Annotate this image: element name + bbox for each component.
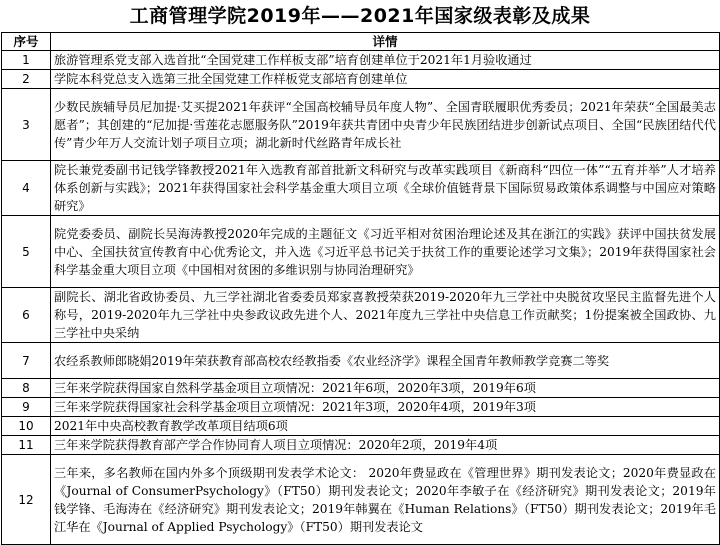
row-index: 6 [2, 288, 51, 343]
header-row [2, 33, 720, 51]
sheet-title: 工商管理学院2019年——2021年国家级表彰及成果 [129, 5, 591, 27]
table-row [2, 398, 720, 417]
table-row [2, 216, 720, 288]
table-row [2, 436, 720, 455]
table-row [2, 343, 720, 379]
spreadsheet [1, 0, 719, 545]
index-header: 序号 [2, 33, 51, 51]
row-index: 7 [2, 343, 51, 379]
table-row [2, 379, 720, 398]
table-row [2, 51, 720, 70]
row-detail: 院长兼党委副书记钱学锋教授2021年入选教育部首批新文科研究与改革实践项目《新商科“四位一体”“五育并举”人才培养体系创新与实践》；2021年获得国家社会科学基金重大项目立项《全球价值链背景下国际贸易政策体系调整与中国应对策略研究》 [51, 161, 720, 216]
row-index: 10 [2, 417, 51, 436]
row-index: 5 [2, 216, 51, 288]
row-detail: 2021年中央高校教育教学改革项目结项6项 [51, 417, 720, 436]
row-index: 11 [2, 436, 51, 455]
table-row [2, 417, 720, 436]
table-row [2, 89, 720, 161]
row-detail: 少数民族辅导员尼加提·艾买提2021年获评“全国高校辅导员年度人物”、全国青联履职优秀委员；2021年荣获“全国最美志愿者”；其创建的“尼加提·雪莲花志愿服务队”2019年获共青团中央青少年民族团结进步创新试点项目、全国“民族团结代代传”青少年万人交流计划子项目立项；湖北新时代丝路青年成长社 [51, 89, 720, 161]
row-detail: 副院长、湖北省政协委员、九三学社湖北省委委员郑家喜教授荣获2019-2020年九三学社中央脱贫攻坚民主监督先进个人称号，2019-2020年九三学社中央参政议政先进个人、2021年度九三学社中央信息工作贡献奖；1份提案被全国政协、九三学社中央采纳 [51, 288, 720, 343]
row-detail: 三年来学院获得国家社会科学基金项目立项情况：2021年3项，2020年4项，2019年3项 [51, 398, 720, 417]
row-detail: 三年来学院获得国家自然科学基金项目立项情况：2021年6项，2020年3项，2019年6项 [51, 379, 720, 398]
row-detail: 三年来，多名教师在国内外多个顶级期刊发表学术论文： 2020年费显政在《管理世界》期刊发表论文；2020年费显政在《Journal of ConsumerPsychology》（FT50）期刊发表论文；2020年李敏子在《经济研究》期刊发表论文；2019年钱学锋、毛海涛在《经济研究》期刊发表论文；2019年韩翼在《Human Relations》（FT50）期刊发表论文；2019年毛江华在《Journal of Applied Psychology》（FT50）期刊发表论文 [51, 455, 720, 545]
row-index: 9 [2, 398, 51, 417]
table-row [2, 288, 720, 343]
row-detail: 学院本科党总支入选第三批全国党建工作样板党支部培育创建单位 [51, 70, 720, 89]
row-index: 4 [2, 161, 51, 216]
table-row [2, 455, 720, 545]
achievements-table [1, 32, 720, 545]
row-index: 3 [2, 89, 51, 161]
row-index: 2 [2, 70, 51, 89]
table-row [2, 70, 720, 89]
row-detail: 院党委委员、副院长吴海涛教授2020年完成的主题征文《习近平相对贫困治理论述及其在浙江的实践》获评中国扶贫发展中心、全国扶贫宣传教育中心优秀论文，并入选《习近平总书记关于扶贫工作的重要论述学习文集》；2019年获得国家社会科学基金重大项目立项《中国相对贫困的多维识别与协同治理研究》 [51, 216, 720, 288]
row-index: 12 [2, 455, 51, 545]
row-index: 1 [2, 51, 51, 70]
row-index: 8 [2, 379, 51, 398]
row-detail: 农经系教师郎晓娟2019年荣获教育部高校农经教指委《农业经济学》课程全国青年教师教学竞赛二等奖 [51, 343, 720, 379]
table-row [2, 161, 720, 216]
row-detail: 旅游管理系党支部入选首批“全国党建工作样板支部”培育创建单位于2021年1月验收通过 [51, 51, 720, 70]
row-detail: 三年来学院获得教育部产学合作协同育人项目立项情况：2020年2项，2019年4项 [51, 436, 720, 455]
detail-header: 详情 [51, 33, 720, 51]
